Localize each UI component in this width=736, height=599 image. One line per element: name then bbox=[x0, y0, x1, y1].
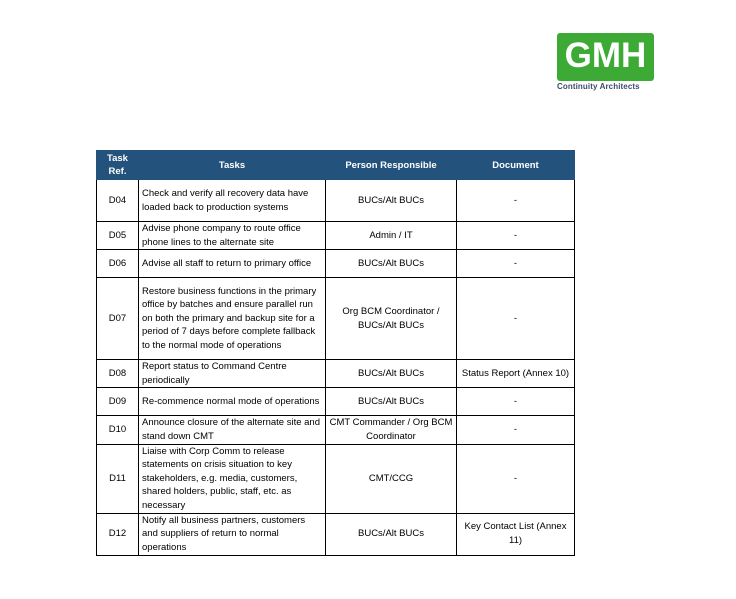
table-row bbox=[97, 180, 575, 222]
person-responsible: BUCs/Alt BUCs bbox=[326, 513, 457, 555]
task-description: Report status to Command Centre periodically bbox=[139, 360, 326, 388]
task-description: Notify all business partners, customers and suppliers of return to normal operations bbox=[139, 513, 326, 555]
table-header-row bbox=[97, 151, 575, 180]
person-responsible: BUCs/Alt BUCs bbox=[326, 388, 457, 416]
document: - bbox=[457, 416, 575, 444]
header-task-ref: Task Ref. bbox=[97, 151, 139, 180]
task-description: Advise phone company to route office phone lines to the alternate site bbox=[139, 222, 326, 250]
logo-text: GMH bbox=[564, 36, 647, 75]
task-ref: D06 bbox=[97, 250, 139, 278]
header-document: Document bbox=[457, 151, 575, 180]
task-description: Re-commence normal mode of operations bbox=[139, 388, 326, 416]
task-ref: D09 bbox=[97, 388, 139, 416]
task-ref: D07 bbox=[97, 278, 139, 360]
table-row bbox=[97, 388, 575, 416]
person-responsible: BUCs/Alt BUCs bbox=[326, 180, 457, 222]
document: - bbox=[457, 180, 575, 222]
task-description: Announce closure of the alternate site and stand down CMT bbox=[139, 416, 326, 444]
table-row bbox=[97, 416, 575, 444]
table-row bbox=[97, 360, 575, 388]
document: - bbox=[457, 250, 575, 278]
table-row bbox=[97, 444, 575, 513]
task-ref: D10 bbox=[97, 416, 139, 444]
person-responsible: BUCs/Alt BUCs bbox=[326, 360, 457, 388]
task-ref: D08 bbox=[97, 360, 139, 388]
task-ref: D04 bbox=[97, 180, 139, 222]
table-row bbox=[97, 250, 575, 278]
person-responsible: Admin / IT bbox=[326, 222, 457, 250]
task-ref: D12 bbox=[97, 513, 139, 555]
document: - bbox=[457, 388, 575, 416]
task-ref: D05 bbox=[97, 222, 139, 250]
task-description: Advise all staff to return to primary office bbox=[139, 250, 326, 278]
logo-badge bbox=[557, 33, 654, 81]
header-person-responsible: Person Responsible bbox=[326, 151, 457, 180]
task-description: Check and verify all recovery data have loaded back to production systems bbox=[139, 180, 326, 222]
person-responsible: Org BCM Coordinator / BUCs/Alt BUCs bbox=[326, 278, 457, 360]
logo-tagline: Continuity Architects bbox=[557, 82, 640, 91]
document: Status Report (Annex 10) bbox=[457, 360, 575, 388]
document: - bbox=[457, 222, 575, 250]
task-description: Liaise with Corp Comm to release statements on crisis situation to key stakeholders, e.g. media, customers, shared holders, public, staff, etc. as necessary bbox=[139, 444, 326, 513]
person-responsible: BUCs/Alt BUCs bbox=[326, 250, 457, 278]
task-ref: D11 bbox=[97, 444, 139, 513]
table-row bbox=[97, 278, 575, 360]
person-responsible: CMT/CCG bbox=[326, 444, 457, 513]
header-tasks: Tasks bbox=[139, 151, 326, 180]
document: - bbox=[457, 444, 575, 513]
company-logo bbox=[557, 33, 657, 91]
document: Key Contact List (Annex 11) bbox=[457, 513, 575, 555]
task-table bbox=[96, 150, 575, 556]
task-description: Restore business functions in the primary office by batches and ensure parallel run on both the primary and backup site for a period of 7 days before complete fallback to the normal mode of operations bbox=[139, 278, 326, 360]
document: - bbox=[457, 278, 575, 360]
person-responsible: CMT Commander / Org BCM Coordinator bbox=[326, 416, 457, 444]
table-row bbox=[97, 513, 575, 555]
table-row bbox=[97, 222, 575, 250]
